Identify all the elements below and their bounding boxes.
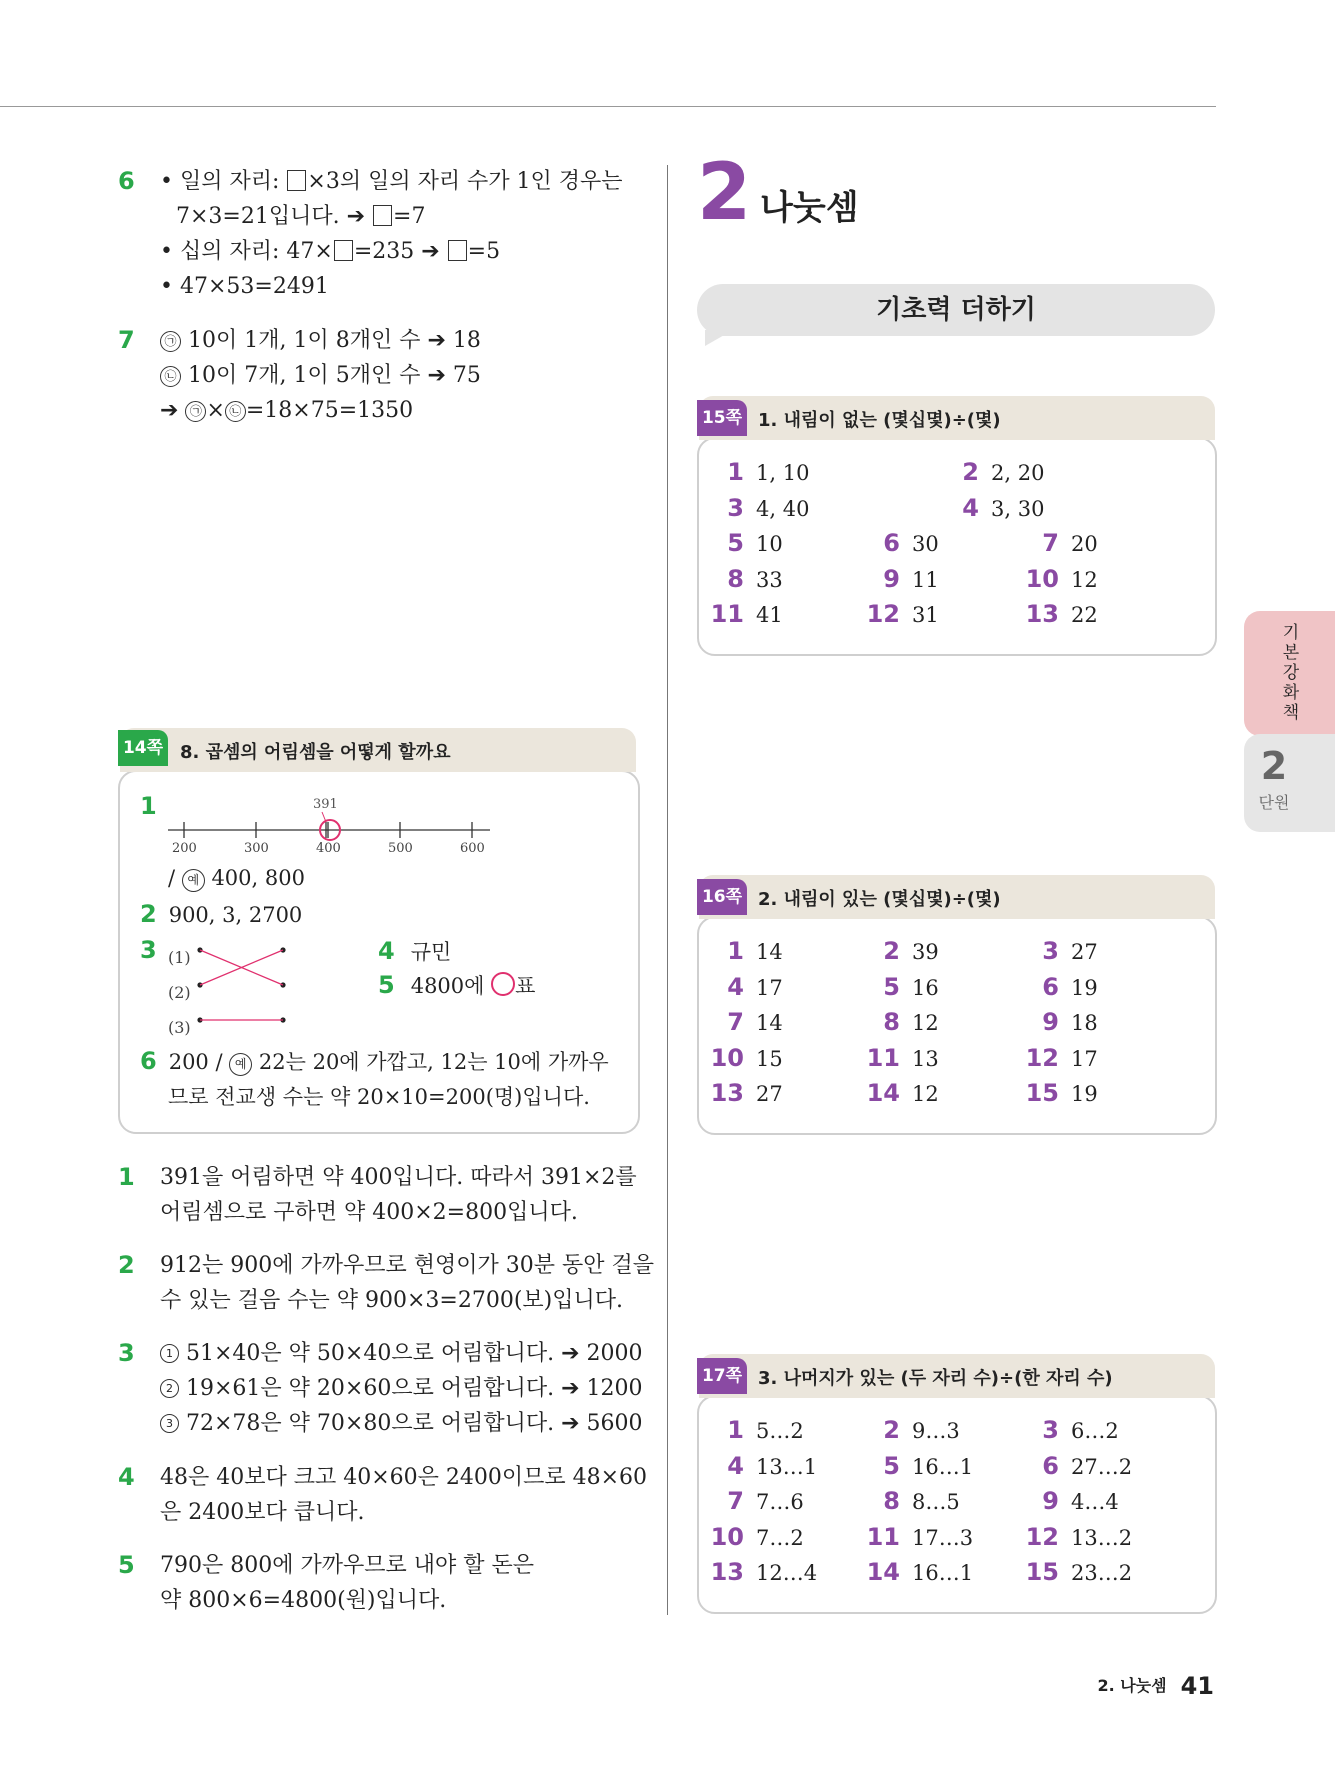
answer-value: 22 (1071, 603, 1098, 627)
match-label-1: (1) (168, 948, 191, 967)
answer-value: 12 (912, 1011, 939, 1035)
answer-item (866, 1558, 973, 1586)
answer-value: 12 (1071, 567, 1098, 592)
answer-number: 6 (883, 529, 900, 557)
banner: 기초력 더하기 (697, 284, 1215, 336)
column-divider (667, 165, 668, 1615)
answer-item (1025, 937, 1098, 965)
example-mark-icon: 예 (229, 1053, 252, 1076)
answer-item (710, 1416, 804, 1444)
answer-value: 41 (756, 603, 783, 627)
answer-value: 12…4 (756, 1561, 818, 1585)
section-title-14: 8. 곱셈의 어림셈을 어떻게 할까요 (180, 742, 451, 763)
match-label-3: (3) (168, 1018, 191, 1037)
answer-value: 23…2 (1071, 1561, 1133, 1585)
answer-number: 2 (962, 458, 979, 486)
answer-number: 6 (1042, 1451, 1059, 1480)
answer-value: 7…6 (756, 1490, 804, 1514)
section-title-16: 2. 내림이 있는 (몇십몇)÷(몇) (758, 889, 1001, 910)
answer-item (1025, 600, 1098, 628)
circled-letter-icon: ㉡ (225, 401, 246, 422)
circle-mark-icon (491, 972, 515, 996)
answer-value: 13…2 (1071, 1525, 1133, 1550)
answer-value: 12 (912, 1082, 939, 1106)
tick-label-200: 200 (172, 841, 197, 856)
answer-item (866, 1416, 960, 1444)
section-title-15: 1. 내림이 없는 (몇십몇)÷(몇) (758, 410, 1001, 431)
answer-item (710, 529, 783, 557)
blank-box-icon (287, 170, 306, 191)
answer-1-text: / 예 400, 800 (168, 866, 305, 890)
answer-number: 3 (727, 493, 744, 522)
answer-number: 12 (1025, 1522, 1059, 1551)
answer-item (866, 1487, 960, 1515)
answer-number: 3 (140, 936, 157, 964)
answer-number: 11 (710, 600, 744, 628)
answer-item (866, 1008, 939, 1036)
answer-number: 3 (1042, 937, 1059, 965)
answer-value: 3, 30 (991, 496, 1045, 521)
answer-number: 1 (727, 1416, 744, 1444)
answer-value: 18 (1071, 1011, 1098, 1035)
answer-item (710, 1079, 783, 1107)
answer-number: 1 (727, 458, 744, 486)
answer-number: 4 (727, 972, 744, 1001)
tick-label-500: 500 (388, 841, 413, 856)
answer-number: 13 (1025, 600, 1059, 628)
arrow-icon: ➔ (160, 398, 179, 423)
answer-number: 9 (1042, 1487, 1059, 1515)
answer-number: 4 (727, 1451, 744, 1480)
unit-label: 단원 (1258, 793, 1290, 812)
tick-label-400: 400 (316, 841, 341, 856)
answer-item (1025, 529, 1098, 557)
answer-number: 1 (140, 792, 157, 820)
arrow-icon: ➔ (561, 1341, 580, 1366)
answer-item (710, 600, 783, 628)
answer-item (1025, 1523, 1132, 1551)
answer-item (710, 1008, 783, 1036)
answer-value: 10 (756, 532, 783, 556)
answer-number: 8 (883, 1487, 900, 1515)
answer-value: 11 (912, 567, 939, 592)
answer-number: 15 (1025, 1079, 1059, 1107)
chapter-title: 나눗셈 (760, 188, 859, 228)
answer-2: 2 900, 3, 2700 (140, 900, 303, 928)
answer-item (866, 600, 939, 628)
side-tab-book[interactable]: 기 본 강 화 책 (1244, 611, 1335, 736)
arrow-icon: ➔ (346, 204, 366, 229)
answer-item (1025, 1079, 1098, 1107)
circled-number-icon: 3 (160, 1414, 179, 1433)
blank-box-icon (448, 240, 467, 261)
answer-value: 9…3 (912, 1419, 960, 1443)
answer-number: 5 (727, 529, 744, 557)
answer-number: 7 (727, 1008, 744, 1036)
answer-item (710, 494, 809, 522)
answer-item (1025, 1044, 1098, 1072)
answer-number: 13 (710, 1558, 744, 1586)
answer-item (866, 937, 939, 965)
answer-item (710, 1523, 804, 1551)
answer-number: 8 (727, 564, 744, 593)
answer-number: 10 (1025, 564, 1059, 593)
tick-label-300: 300 (244, 841, 269, 856)
page-tag-16: 16쪽 (697, 879, 747, 915)
answer-value: 33 (756, 567, 783, 592)
answer-value: 5…2 (756, 1419, 804, 1443)
example-mark-icon: 예 (182, 869, 205, 892)
answer-value: 4, 40 (756, 496, 810, 521)
answer-value: 2, 20 (991, 461, 1045, 485)
circled-number-icon: 1 (160, 1344, 179, 1363)
answer-value: 7…2 (756, 1525, 804, 1550)
answer-item (710, 1044, 783, 1072)
answer-value: 39 (912, 940, 939, 964)
tick-label-600: 600 (460, 841, 485, 856)
page-tag-15: 15쪽 (697, 400, 747, 436)
circled-letter-icon: ㉡ (160, 366, 181, 387)
banner-tail (705, 330, 733, 346)
answer-item (1025, 1452, 1132, 1480)
answer-item (945, 458, 1044, 486)
answer-number: 7 (727, 1487, 744, 1515)
answer-item (1025, 1416, 1119, 1444)
answer-value: 19 (1071, 1082, 1098, 1106)
arrow-icon: ➔ (561, 1411, 580, 1436)
matching-labels (168, 940, 191, 1045)
answer-number: 5 (883, 972, 900, 1001)
answer-number: 10 (710, 1522, 744, 1551)
answer-item (710, 1452, 817, 1480)
answer-item (866, 565, 939, 593)
answer-value: 13 (912, 1046, 939, 1071)
answer-number: 3 (1042, 1416, 1059, 1444)
answer-value: 16…1 (912, 1454, 974, 1479)
answer-number: 11 (866, 1043, 900, 1072)
answer-value: 30 (912, 532, 939, 556)
answer-value: 1, 10 (756, 461, 810, 485)
answer-number: 8 (883, 1008, 900, 1036)
answer-item (710, 565, 783, 593)
answer-item (866, 1044, 939, 1072)
answer-item (710, 1487, 804, 1515)
answer-number: 1 (727, 937, 744, 965)
section-title-17: 3. 나머지가 있는 (두 자리 수)÷(한 자리 수) (758, 1368, 1113, 1389)
answer-number: 9 (1042, 1008, 1059, 1036)
match-label-2: (2) (168, 983, 191, 1002)
answer-item (1025, 565, 1098, 593)
arrow-icon: ➔ (561, 1376, 580, 1401)
answer-item (1025, 1008, 1098, 1036)
answer-number: 11 (866, 1522, 900, 1551)
answer-value: 27 (756, 1082, 783, 1106)
answer-value: 13…1 (756, 1454, 818, 1479)
answer-number: 12 (866, 600, 900, 628)
blank-box-icon (373, 205, 392, 226)
answer-number: 2 (883, 1416, 900, 1444)
answer-number: 14 (866, 1079, 900, 1107)
arrow-icon: ➔ (427, 363, 446, 388)
answer-item (866, 529, 939, 557)
answer-number: 5 (883, 1451, 900, 1480)
page-number: 41 (1180, 1672, 1214, 1700)
circled-letter-icon: ㉠ (160, 331, 181, 352)
answer-value: 17 (1071, 1046, 1098, 1071)
answer-number: 4 (962, 493, 979, 522)
blank-box-icon (334, 240, 353, 261)
page-tag-17: 17쪽 (697, 1358, 747, 1394)
chapter-number: 2 (697, 148, 752, 238)
answer-item (1025, 1558, 1132, 1586)
answer-item (1025, 1487, 1119, 1515)
answer-number: 10 (710, 1043, 744, 1072)
answer-value: 6…2 (1071, 1419, 1119, 1443)
answer-number: 13 (710, 1079, 744, 1107)
arrow-icon: ➔ (427, 328, 446, 353)
answer-number: 6 (1042, 972, 1059, 1001)
answer-5: 5 4800에 표 (378, 971, 536, 999)
circled-number-icon: 2 (160, 1379, 179, 1398)
answer-number: 15 (1025, 1558, 1059, 1586)
matching-lines (195, 940, 295, 1040)
answer-item (1025, 973, 1098, 1001)
answer-number: 9 (883, 564, 900, 593)
answer-value: 14 (756, 940, 783, 964)
answer-item (866, 973, 939, 1001)
solution-number: 7 (118, 326, 135, 354)
answer-item (866, 1523, 973, 1551)
answer-value: 27 (1071, 940, 1098, 964)
answer-value: 20 (1071, 532, 1098, 556)
answer-value: 31 (912, 603, 939, 627)
side-tab-unit[interactable] (1244, 734, 1335, 832)
page-footer (1097, 1672, 1214, 1700)
answer-number: 14 (866, 1558, 900, 1586)
answer-value: 16…1 (912, 1561, 974, 1585)
answer-value: 14 (756, 1011, 783, 1035)
answer-value: 19 (1071, 975, 1098, 1000)
solution-number: 6 (118, 167, 135, 195)
page-tag-14: 14쪽 (118, 730, 168, 766)
answer-6: 6 200 / 예 22는 20에 가깝고, 12는 10에 가까우 므로 전교생 수는 약 20×10=200(명)입니다. (140, 1047, 609, 1109)
answer-number: 2 (883, 937, 900, 965)
circled-letter-icon: ㉠ (185, 401, 206, 422)
answer-4: 4 규민 (378, 937, 452, 965)
number-line (160, 790, 500, 858)
answer-item (710, 1558, 817, 1586)
answer-item (945, 494, 1044, 522)
arrow-icon: ➔ (421, 239, 440, 264)
answer-value: 17 (756, 975, 783, 1000)
header-rule (0, 106, 1216, 107)
answer-number: 7 (1042, 529, 1059, 557)
answer-value: 27…2 (1071, 1454, 1133, 1479)
answer-item (866, 1452, 973, 1480)
answer-value: 4…4 (1071, 1490, 1119, 1514)
answer-value: 16 (912, 975, 939, 1000)
unit-number: 2 (1260, 744, 1288, 788)
answer-item (710, 973, 783, 1001)
mark-391-label: 391 (313, 797, 338, 812)
answer-number: 12 (1025, 1043, 1059, 1072)
answer-item (866, 1079, 939, 1107)
answer-item (710, 937, 783, 965)
answer-value: 8…5 (912, 1490, 960, 1514)
footer-chapter: 2. 나눗셈 (1097, 1676, 1167, 1695)
answer-value: 17…3 (912, 1525, 974, 1550)
answer-item (710, 458, 809, 486)
answer-value: 15 (756, 1046, 783, 1071)
